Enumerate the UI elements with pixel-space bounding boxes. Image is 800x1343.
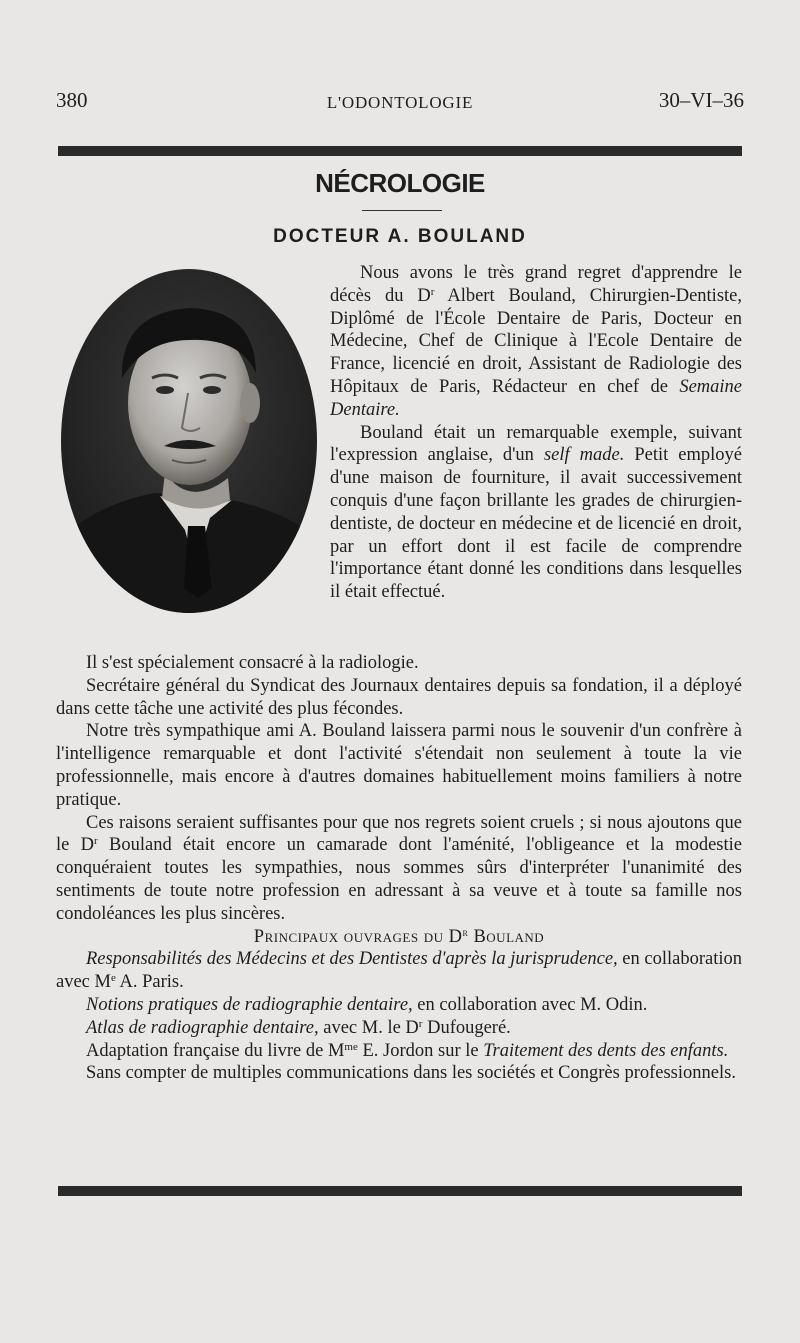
text-run: Bouland était encore un camarade dont l'aménité, l'obligeance et la modestie conquéraient toutes les sympathies, nous sommes sûrs d'interpréter l'unanimité des sentiments de toute notre profession en adressant à sa veuve et à toute sa famille nos condoléances les plus sincères. — [56, 835, 742, 924]
work-item — [56, 994, 742, 1017]
paragraph-radiology: Il s'est spécialement consacré à la radiologie. — [86, 653, 419, 673]
text-run: en collaboration avec M — [56, 949, 742, 993]
bottom-rule — [58, 1186, 742, 1196]
obituary-intro-column — [330, 262, 742, 604]
text-run: E. Jordon sur le — [357, 1040, 484, 1061]
journal-title: L'ODONTOLOGIE — [326, 93, 474, 112]
work-title: Notions pratiques de radiographie dentaire, — [86, 994, 413, 1015]
text-run: en collaboration avec M. Odin. — [412, 994, 648, 1015]
work-item — [56, 1040, 742, 1063]
paragraph-condolences — [56, 812, 742, 926]
work-item — [56, 1017, 742, 1040]
paragraph-career — [330, 422, 742, 604]
text-run: Ces raisons seraient suffisantes pour que nos regrets soient cruels ; si nous ajoutons que le D — [56, 812, 742, 856]
text-run: Adaptation française du livre de M — [86, 1040, 345, 1061]
text-run: Nous avons le très grand regret d'apprendre le décès du D — [330, 263, 742, 306]
top-rule — [58, 146, 742, 156]
works-heading — [56, 926, 742, 949]
work-item — [56, 948, 742, 994]
text-run: Dufougeré. — [422, 1017, 511, 1038]
publication-title: Semaine Dentaire. — [330, 376, 742, 420]
running-header — [56, 88, 744, 118]
superscript: r — [94, 835, 98, 848]
text-run: Principaux ouvrages du D — [253, 926, 463, 947]
superscript: r — [430, 285, 435, 298]
superscript: r — [462, 926, 469, 939]
superscript: e — [110, 972, 116, 985]
issue-date: 30–VI–36 — [658, 88, 744, 112]
work-title: Traitement des dents des enfants. — [483, 1040, 729, 1061]
paragraph-tribute: Notre très sympathique ami A. Bouland laissera parmi nous le souvenir d'un confrère à l'intelligence remarquable et dont l'activité s'étendait non seulement à toute la vie professionnelle, mais encore à d'autres domaines habituellement moins familiers à notre pratique. — [56, 721, 742, 810]
text-run: Petit employé d'une maison de fourniture, il avait successivement conquis d'une façon brillante les grades de chirurgien-dentiste, de docteur en médecine et de licencié en droit, par un effort dont il est facile de comprendre l'importance étant donné les conditions dans lesquelles il était effectué. — [330, 445, 743, 603]
text-run: Bouland — [468, 926, 545, 947]
superscript: me — [344, 1040, 358, 1053]
work-title: Responsabilités des Médecins et des Dentistes d'après la jurisprudence, — [86, 949, 618, 970]
section-title: NÉCROLOGIE — [315, 168, 485, 198]
italic-phrase: self made. — [543, 445, 625, 466]
article-subtitle: DOCTEUR A. BOULAND — [273, 226, 527, 247]
page-number: 380 — [56, 88, 88, 112]
portrait-photo — [60, 268, 318, 614]
obituary-main-column — [56, 652, 742, 1085]
title-divider — [362, 210, 442, 211]
work-item: Sans compter de multiples communications dans les sociétés et Congrès professionnels. — [86, 1063, 736, 1084]
text-run: Bouland était un remarquable exemple, suivant l'expression anglaise, d'un — [330, 422, 742, 466]
text-run: A. Paris. — [115, 972, 184, 993]
paragraph-syndicate: Secrétaire général du Syndicat des Journaux dentaires depuis sa fondation, il a déployé dans cette tâche une activité des plus fécondes. — [56, 675, 742, 719]
text-run: avec M. le D — [318, 1017, 419, 1038]
work-title: Atlas de radiographie dentaire, — [86, 1017, 319, 1038]
text-run: Albert Bouland, Chirurgien-Dentiste, Diplômé de l'École Dentaire de Paris, Docteur en Médecine, Chef de Clinique à l'Ecole Dentaire de France, licencié en droit, Assistant de Radiologie des Hôpitaux de Paris, Rédacteur en chef de — [330, 285, 743, 397]
paragraph-announcement — [330, 262, 742, 422]
superscript: r — [418, 1017, 423, 1030]
